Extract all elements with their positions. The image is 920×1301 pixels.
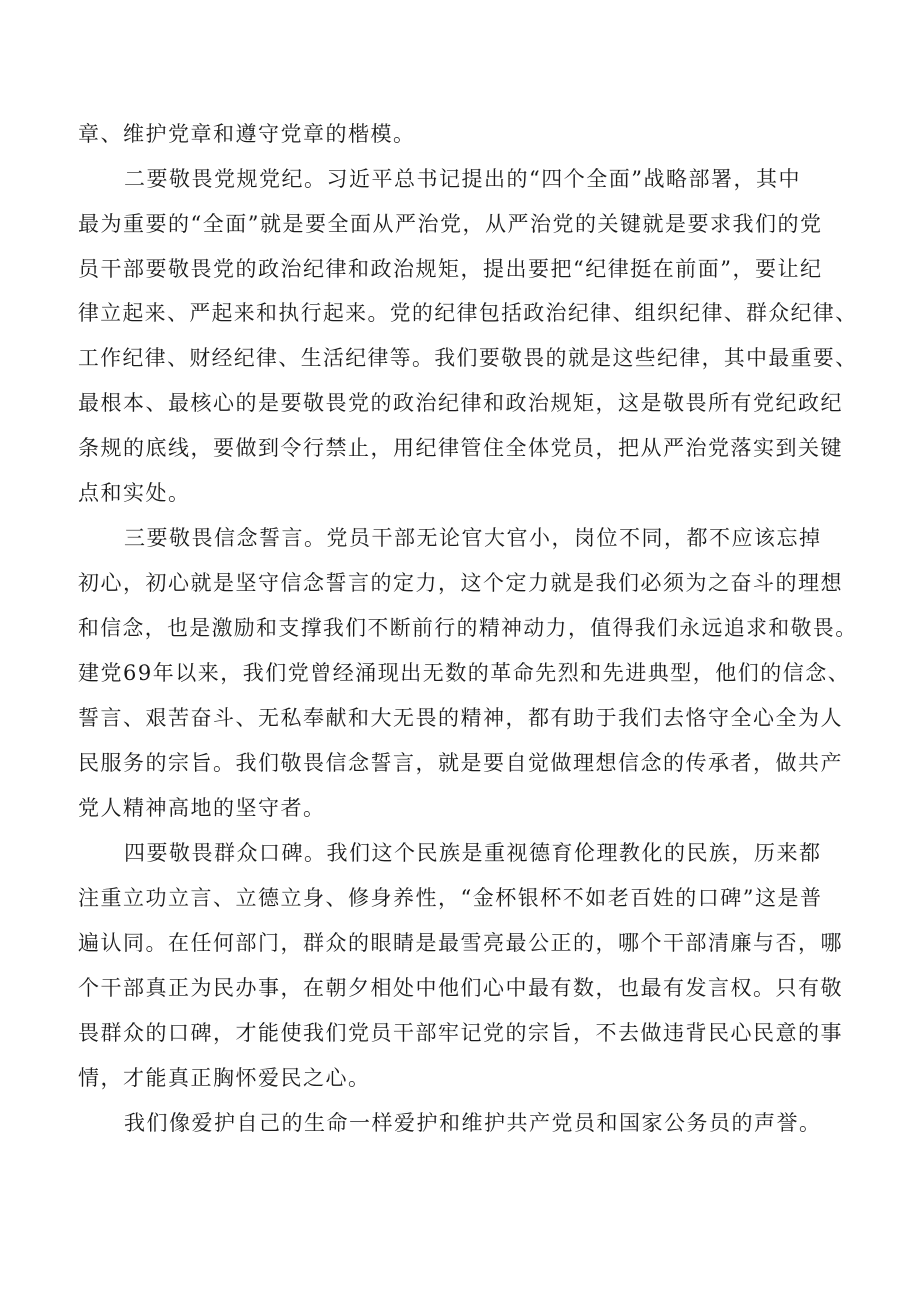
text-line: 党人精神高地的坚守者。 [78,796,326,820]
text-line: 最为重要的“全面”就是要全面从严治党，从严治党的关键就是要求我们的党 [78,212,823,236]
paragraph-start-line: 二要敬畏党规党纪。习近平总书记提出的“四个全面”战略部署，其中 [124,167,801,191]
text-line: 律立起来、严起来和执行起来。党的纪律包括政治纪律、组织纪律、群众纪律、 [78,301,858,325]
text-line: 初心，初心就是坚守信念誓言的定力，这个定力就是我们必须为之奋斗的理想 [78,571,843,595]
text-line: 畏群众的口碑，才能使我们党员干部牢记党的宗旨，不去做违背民心民意的事 [78,1021,843,1045]
text-line: 条规的底线，要做到令行禁止，用纪律管住全体党员，把从严治党落实到关键 [78,436,843,460]
text-line: 工作纪律、财经纪律、生活纪律等。我们要敬畏的就是这些纪律，其中最重要、 [78,346,858,370]
paragraph-start-line: 四要敬畏群众口碑。我们这个民族是重视德育伦理教化的民族，历来都 [124,841,822,865]
text-line: 个干部真正为民办事，在朝夕相处中他们心中最有数，也最有发言权。只有敬 [78,976,843,1000]
text-line: 员干部要敬畏党的政治纪律和政治规矩，提出要把“纪律挺在前面”，要让纪 [78,257,823,281]
text-line: 民服务的宗旨。我们敬畏信念誓言，就是要自觉做理想信念的传承者，做共产 [78,751,843,775]
paragraph-start-line: 我们像爱护自己的生命一样爱护和维护共产党员和国家公务员的声誉。 [124,1111,822,1135]
text-line: 和信念，也是激励和支撑我们不断前行的精神动力，值得我们永远追求和敬畏。 [78,616,858,640]
text-line: 情，才能真正胸怀爱民之心。 [78,1066,371,1090]
text-line: 最根本、最核心的是要敬畏党的政治纪律和政治规矩，这是敬畏所有党纪政纪 [78,391,843,415]
text-line: 注重立功立言、立德立身、修身养性，“金杯银杯不如老百姓的口碑”这是普 [78,886,823,910]
text-line: 章、维护党章和遵守党章的楷模。 [78,122,416,146]
text-line: 遍认同。在任何部门，群众的眼睛是最雪亮最公正的，哪个干部清廉与否，哪 [78,931,843,955]
text-line: 建党69年以来，我们党曾经涌现出无数的革命先烈和先进典型，他们的信念、 [78,661,851,685]
paragraph-start-line: 三要敬畏信念誓言。党员干部无论官大官小，岗位不同，都不应该忘掉 [124,526,822,550]
text-line: 点和实处。 [78,481,191,505]
text-line: 誓言、艰苦奋斗、无私奉献和大无畏的精神，都有助于我们去恪守全心全为人 [78,706,843,730]
